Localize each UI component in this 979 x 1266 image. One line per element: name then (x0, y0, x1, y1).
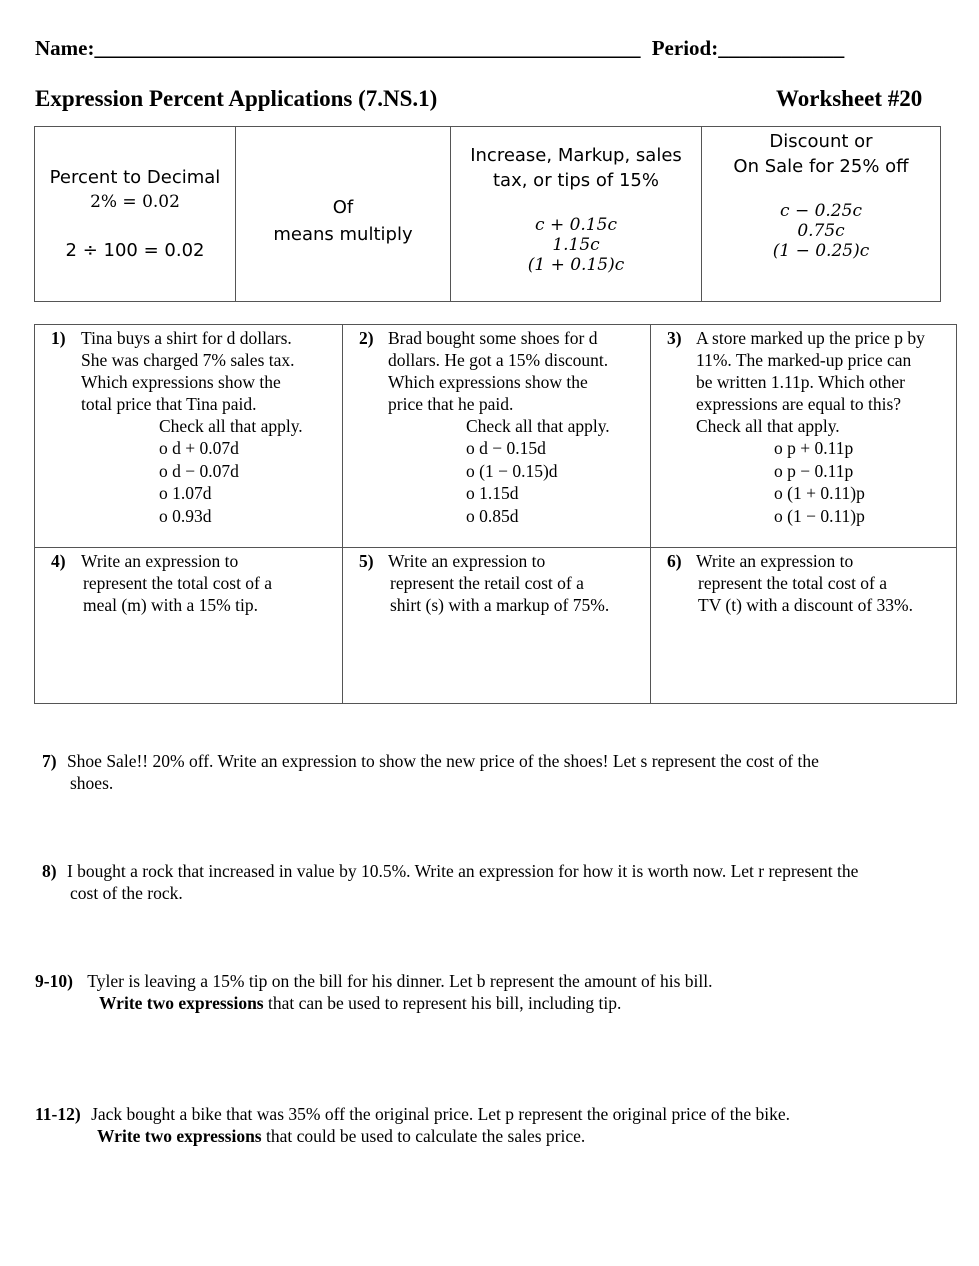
question-11-12[interactable] (35, 1103, 945, 1147)
question-text: price that he paid. (388, 394, 514, 414)
question-2 (343, 325, 651, 548)
question-text: that can be used to represent his bill, including tip. (263, 993, 622, 1013)
question-emphasis: Write two expressions (99, 993, 264, 1013)
ref-percent-title: Percent to Decimal (49, 167, 221, 188)
ref-increase-expr3: (1 + 0.15)c (527, 255, 625, 275)
ref-increase-line1: Increase, Markup, sales (470, 145, 682, 166)
ref-of-multiply (236, 127, 451, 302)
question-text: 11%. The marked-up price can (696, 350, 912, 370)
question-text: Write an expression to (81, 551, 239, 571)
answer-option[interactable]: o 0.93d (159, 505, 212, 526)
question-number: 4) (51, 551, 66, 571)
question-text: I bought a rock that increased in value by 10.5%. Write an expression for how it is worth now. Let r represent the (66, 861, 859, 881)
name-line[interactable] (35, 36, 844, 61)
ref-discount-expr1: c − 0.25c (780, 201, 862, 221)
ref-percent-line2: 2 ÷ 100 = 0.02 (65, 240, 205, 261)
question-grid (34, 324, 957, 704)
question-number: 8) (42, 861, 57, 881)
question-6[interactable] (651, 548, 957, 704)
question-text: meal (m) with a 15% tip. (83, 595, 258, 615)
question-text: total price that Tina paid. (81, 394, 257, 414)
question-text: shirt (s) with a markup of 75%. (390, 595, 610, 615)
ref-increase-line2: tax, or tips of 15% (493, 170, 659, 191)
ref-increase-expr2: 1.15c (552, 235, 600, 255)
question-1 (35, 325, 343, 548)
question-text: TV (t) with a discount of 33%. (698, 595, 913, 615)
ref-discount (702, 127, 941, 302)
answer-option[interactable]: o (1 + 0.11)p (774, 483, 865, 503)
question-text: Tina buys a shirt for d dollars. (81, 328, 292, 348)
ref-discount-expr2: 0.75c (797, 221, 845, 241)
check-all-label: Check all that apply. (466, 416, 610, 436)
question-5[interactable] (343, 548, 651, 704)
answer-option[interactable]: o p − 0.11p (774, 460, 854, 481)
question-number: 3) (667, 328, 682, 348)
ref-increase (451, 127, 702, 302)
question-text: Which expressions show the (388, 372, 588, 392)
ref-discount-expr3: (1 − 0.25)c (772, 241, 870, 261)
question-text: represent the total cost of a (83, 573, 273, 593)
question-text: A store marked up the price p by (696, 328, 925, 348)
question-number: 7) (42, 751, 57, 771)
answer-option[interactable]: o 1.15d (466, 483, 519, 503)
answer-option[interactable]: o d − 0.15d (466, 438, 546, 458)
question-text: Write an expression to (388, 551, 546, 571)
question-text: She was charged 7% sales tax. (81, 350, 295, 370)
question-text: shoes. (70, 773, 114, 793)
question-9-10[interactable] (35, 970, 945, 1014)
page-title: Expression Percent Applications (7.NS.1) (35, 86, 438, 111)
question-text: Write an expression to (696, 551, 854, 571)
question-text: Tyler is leaving a 15% tip on the bill for his dinner. Let b represent the amount of his bill. (87, 971, 713, 991)
question-text: Which expressions show the (81, 372, 281, 392)
question-text: cost of the rock. (70, 883, 183, 903)
period-blank[interactable]: ____________ (718, 36, 845, 60)
name-blank[interactable]: ____________________________________________________ (94, 36, 641, 60)
question-4[interactable] (35, 548, 343, 704)
question-number: 2) (359, 328, 374, 348)
answer-option[interactable]: o 1.07d (159, 483, 212, 503)
ref-of-line1: Of (332, 197, 354, 218)
question-emphasis: Write two expressions (97, 1126, 262, 1146)
check-all-label: Check all that apply. (696, 416, 840, 436)
question-text: represent the total cost of a (698, 573, 888, 593)
question-text: dollars. He got a 15% discount. (388, 350, 609, 370)
question-text: Jack bought a bike that was 35% off the original price. Let p represent the original price of the bike. (91, 1104, 791, 1124)
answer-option[interactable]: o (1 − 0.11)p (774, 505, 865, 526)
answer-option[interactable]: o d + 0.07d (159, 438, 239, 458)
question-text: expressions are equal to this? (696, 394, 902, 414)
question-8[interactable] (42, 860, 962, 904)
question-text: that could be used to calculate the sales price. (261, 1126, 586, 1146)
question-3 (651, 325, 957, 548)
question-7[interactable] (42, 750, 952, 794)
question-number: 5) (359, 551, 374, 571)
name-label: Name: (35, 36, 95, 60)
question-number: 6) (667, 551, 682, 571)
ref-percent-decimal (35, 127, 236, 302)
reference-table (34, 126, 941, 302)
ref-of-line2: means multiply (273, 224, 413, 245)
answer-option[interactable]: o (1 − 0.15)d (466, 460, 558, 481)
worksheet-number: Worksheet #20 (776, 86, 923, 111)
question-text: Shoe Sale!! 20% off. Write an expression to show the new price of the shoes! Let s represent the cost of the (66, 751, 819, 771)
ref-discount-line1: Discount or (769, 131, 873, 152)
answer-option[interactable]: o d − 0.07d (159, 460, 239, 481)
period-label: Period: (651, 36, 719, 60)
check-all-label: Check all that apply. (159, 416, 303, 436)
ref-discount-line2: On Sale for 25% off (733, 156, 909, 177)
question-number: 9-10) (35, 971, 73, 991)
question-text: be written 1.11p. Which other (696, 372, 905, 392)
ref-increase-expr1: c + 0.15c (535, 215, 617, 235)
answer-option[interactable]: o p + 0.11p (774, 438, 854, 458)
ref-percent-line1: 2% = 0.02 (90, 192, 180, 212)
question-text: represent the retail cost of a (390, 573, 584, 593)
answer-option[interactable]: o 0.85d (466, 505, 519, 526)
question-number: 1) (51, 328, 66, 348)
question-text: Brad bought some shoes for d (388, 328, 598, 348)
question-number: 11-12) (35, 1104, 81, 1124)
